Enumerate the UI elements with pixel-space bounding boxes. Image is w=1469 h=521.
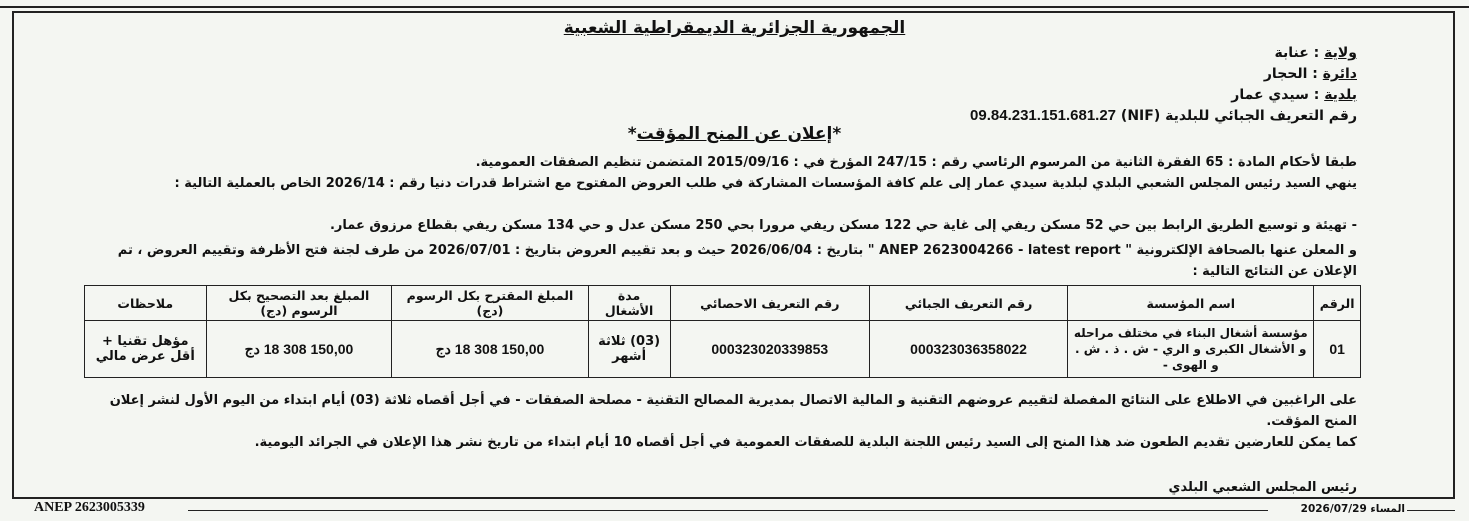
commune-key: بلدية [1324,87,1357,103]
header-cell: الرقم [1314,286,1361,321]
nif-value: 09.84.231.151.681.27 [970,107,1117,124]
paragraph-legal-basis: طبقا لأحكام المادة : 65 الفقرة الثانية من المرسوم الرئاسي رقم : 247/15 المؤرخ في : 2015/09/16 المتضمن تنظيم الصفقات العمومية. [475,155,1357,170]
anep-reference: ANEP 2623005339 [34,500,145,515]
row-duration: (03) ثلاثة أشهر [588,321,670,378]
row-number: 01 [1314,321,1361,378]
republic-title: الجمهورية الجزائرية الديمقراطية الشعبية [563,18,906,38]
footer-rule-right [1407,510,1455,511]
paragraph-notice: ينهي السيد رئيس المجلس الشعبي البلدي لبلدية سيدي عمار إلى علم كافة المؤسسات المشاركة في طلب العروض المفتوح مع اشتراط قدرات دنيا رقم : 2026/14 الخاص بالعملية التالية : [174,176,1357,191]
results-table [84,285,1361,378]
commune-value: : سيدي عمار [1231,87,1325,103]
row-nif: 000323036358022 [869,321,1067,378]
header-cell: المبلغ بعد التصحيح بكل الرسوم (دج) [206,286,392,321]
row-remarks: مؤهل تقنيا + أقل عرض مالي [85,321,207,378]
header-cell: ملاحظات [85,286,207,321]
header-cell: اسم المؤسسة [1068,286,1314,321]
paragraph-publication: و المعلن عنها بالصحافة الإلكترونية " ANEP 2623004266 - latest report " بتاريخ : 2026/06/04 حيث و بعد تقييم العروض بتاريخ : 2026/07/01 من طرف لجنة فتح الأظرفة وتقييم العروض ، تم الإعلان عن النتائج التالية : [117,243,1357,279]
commune-line [1231,87,1357,103]
daira-key: دائرة [1322,66,1357,82]
row-company: مؤسسة أشغال البناء في مختلف مراحله و الأشغال الكبرى و الري - ش . ذ . ش . و الهوى - [1068,321,1314,378]
signature-title: رئيس المجلس الشعبي البلدي [1168,480,1357,495]
wilaya-key: ولاية [1324,45,1357,61]
header-cell: مدة الأشغال [588,286,670,321]
header-cell: رقم التعريف الاحصائي [670,286,869,321]
row-nis: 000323020339853 [670,321,869,378]
header-cell: رقم التعريف الجبائي [869,286,1067,321]
publication-date: المساء 2026/07/29 [1300,503,1405,515]
wilaya-line [1274,45,1357,61]
star-left: * [627,124,637,144]
nif-label: رقم التعريف الجبائي للبلدية (NIF) [1116,108,1357,124]
paragraph-operation: - تهيئة و توسيع الطريق الرابط بين حي 52 مسكن ريفي إلى غاية حي 122 مسكن ريفي مرورا بحي 250 مسكن عدل و حي 134 مسكن ريفي بقطاع مرزوق عمار. [329,218,1357,233]
wilaya-value: : عنابة [1274,45,1325,61]
paragraph-consultation: على الراغبين في الاطلاع على النتائج المفصلة لتقييم عروضهم التقنية و المالية الاتصال بمديرية المصالح التقنية - مصلحة الصفقات - في أجل أقصاه ثلاثة (03) أيام ابتداء من اليوم الأول لنشر إعلان المنح المؤقت. [109,393,1357,429]
footer-rule [188,510,1268,511]
daira-line [1264,66,1357,82]
header-cell: المبلغ المقترح بكل الرسوم (دج) [392,286,588,321]
announcement-title-text: إعلان عن المنح المؤقت [636,124,833,144]
row-proposed-amount: 150,00 308 18 دج [392,321,588,378]
table-header-row [85,286,1361,321]
row-corrected-amount: 150,00 308 18 دج [206,321,392,378]
star-right: * [832,124,842,144]
paragraph-appeals: كما يمكن للعارضين تقديم الطعون ضد هذا المنح إلى السيد رئيس اللجنة البلدية للصفقات العمومية في أجل أقصاه 10 أيام ابتداء من تاريخ نشر هذا الإعلان في الجرائد اليومية. [254,435,1357,450]
daira-value: : الحجار [1263,66,1323,82]
table-row [85,321,1361,378]
nif-line [970,107,1357,124]
announcement-title [0,124,1469,144]
